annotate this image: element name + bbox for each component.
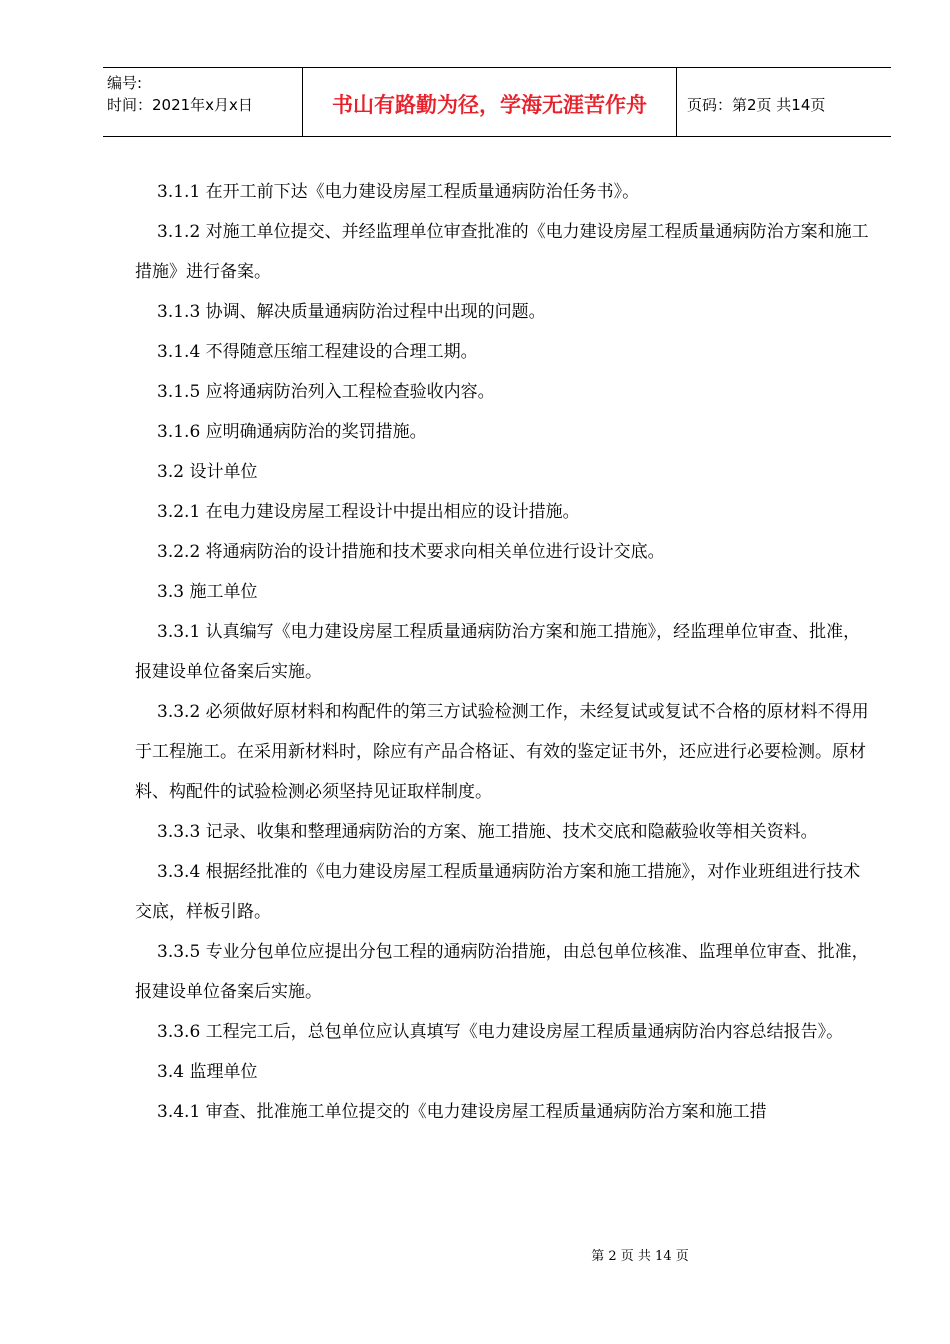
paragraph: 3.1.3 协调、解决质量通病防治过程中出现的问题。: [157, 302, 546, 322]
paragraph: 3.3.6 工程完工后，总包单位应认真填写《电力建设房屋工程质量通病防治内容总结报告》。: [157, 1022, 844, 1042]
document-body: [135, 172, 875, 1132]
paragraph: 3.3.4 根据经批准的《电力建设房屋工程质量通病防治方案和施工措施》，对作业班组进行技术交底，样板引路。: [135, 862, 861, 922]
header-motto: 书山有路勤为径，学海无涯苦作舟: [303, 68, 677, 136]
paragraph: 3.3.3 记录、收集和整理通病防治的方案、施工措施、技术交底和隐蔽验收等相关资料。: [157, 822, 818, 842]
paragraph: 3.2.1 在电力建设房屋工程设计中提出相应的设计措施。: [157, 502, 580, 522]
paragraph: 3.4.1 审查、批准施工单位提交的《电力建设房屋工程质量通病防治方案和施工措: [157, 1102, 767, 1122]
header-page-info: 页码：第2页 共14页: [687, 95, 826, 114]
number-label: 编号:: [107, 74, 143, 92]
paragraph: 3.3.1 认真编写《电力建设房屋工程质量通病防治方案和施工措施》，经监理单位审查、批准，报建设单位备案后实施。: [135, 622, 861, 682]
header-meta: [103, 68, 303, 136]
page-footer: 第 2 页 共 14 页: [591, 1249, 689, 1264]
section-heading: 3.4 监理单位: [157, 1062, 258, 1082]
paragraph: 3.2.2 将通病防治的设计措施和技术要求向相关单位进行设计交底。: [157, 542, 665, 562]
page-header: [103, 67, 891, 137]
paragraph: 3.1.2 对施工单位提交、并经监理单位审查批准的《电力建设房屋工程质量通病防治方案和施工措施》进行备案。: [135, 222, 869, 282]
paragraph: 3.1.5 应将通病防治列入工程检查验收内容。: [157, 382, 495, 402]
paragraph: 3.1.4 不得随意压缩工程建设的合理工期。: [157, 342, 478, 362]
paragraph: 3.3.2 必须做好原材料和构配件的第三方试验检测工作，未经复试或复试不合格的原材料不得用于工程施工。在采用新材料时，除应有产品合格证、有效的鉴定证书外，还应进行必要检测。原材料、构配件的试验检测必须坚持见证取样制度。: [135, 702, 869, 802]
section-heading: 3.2 设计单位: [157, 462, 258, 482]
section-heading: 3.3 施工单位: [157, 582, 258, 602]
paragraph: 3.1.6 应明确通病防治的奖罚措施。: [157, 422, 427, 442]
time-label: 时间：2021年x月x日: [107, 96, 253, 114]
paragraph: 3.1.1 在开工前下达《电力建设房屋工程质量通病防治任务书》。: [157, 182, 640, 202]
paragraph: 3.3.5 专业分包单位应提出分包工程的通病防治措施，由总包单位核准、监理单位审查、批准，报建设单位备案后实施。: [135, 942, 869, 1002]
